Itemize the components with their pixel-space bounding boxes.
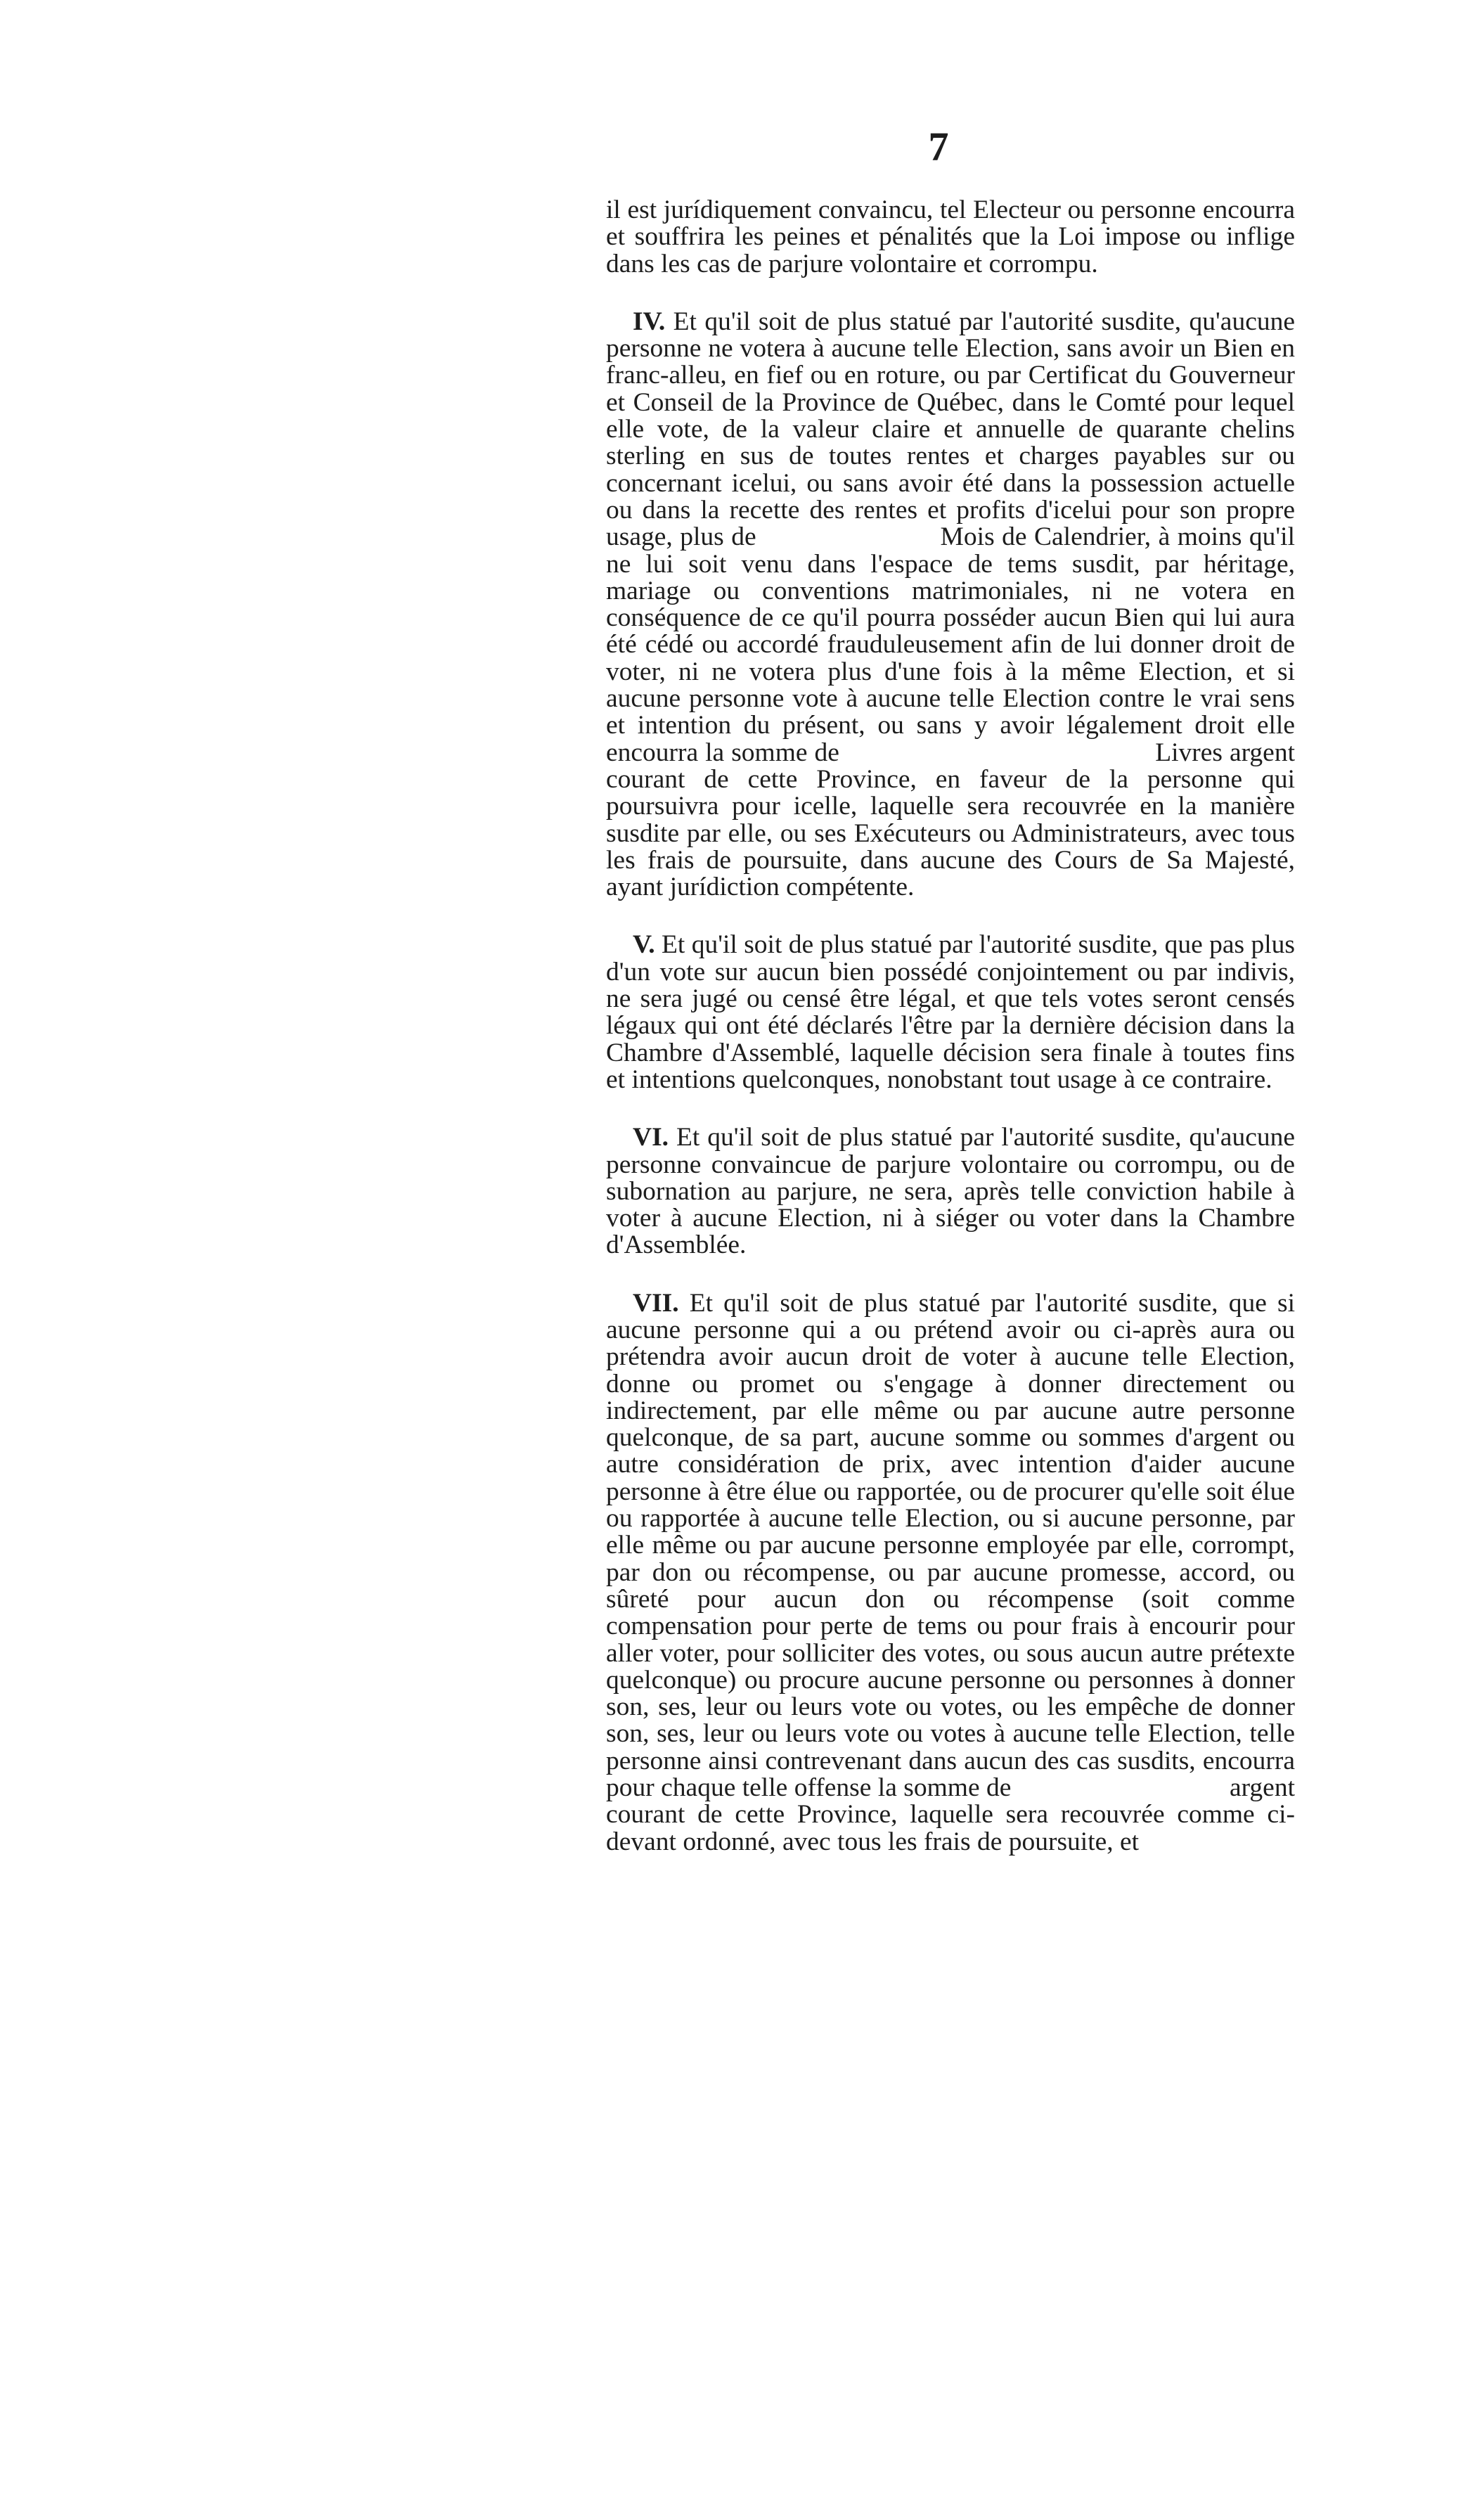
paragraph-text: il est jurídiquement convaincu, tel Electeur ou personne encourra et souffrira les peines et pénalités que la Loi impose ou inflige dans les cas de parjure volontaire et corrompu. bbox=[606, 195, 1302, 278]
paragraph-section-iv bbox=[606, 307, 1302, 902]
paragraph-text: Et qu'il soit de plus statué par l'autorité susdite, que pas plus d'un vote sur aucun bien possédé conjointement ou par indivis, ne sera jugé ou censé être légal, et que tels votes seront censés légaux qui ont été déclarés l'être par la dernière décision dans la Chambre d'Assemblé, laquelle décision sera finale à toutes fins et intentions quelconques, nonobstant tout usage à ce contraire. bbox=[606, 930, 1302, 1094]
paragraph-section-v bbox=[606, 930, 1302, 1094]
paragraph-text: Et qu'il soit de plus statué par l'autorité susdite, qu'aucune personne convaincue de parjure volontaire ou corrompu, ou de subornation au parjure, ne sera, après telle conviction habile à voter à aucune Election, ni à siéger ou voter dans la Chambre d'Assemblée. bbox=[606, 1123, 1302, 1260]
section-number: VII. bbox=[633, 1288, 679, 1318]
section-number: V. bbox=[633, 930, 655, 960]
paragraph-text: Et qu'il soit de plus statué par l'autorité susdite, qu'aucune personne ne votera à aucune telle Election, sans avoir un Bien en franc-alleu, en fief ou en roture, ou par Certificat du Gouverneur et Conseil de la Province de Québec, dans le Comté pour lequel elle vote, de la valeur claire et annuelle de quarante chelins sterling en sus de toutes rentes et charges payables sur ou concernant icelui, ou sans avoir été dans la possession actuelle ou dans la recette des rentes et profits d'icelui pour son propre usage, plus de Mois de Calendrier, à moins qu'il ne lui soit venu dans l'espace de tems susdit, par héritage, mariage ou conventions matrimoniales, ni ne votera en conséquence de ce qu'il pourra posséder aucun Bien qui lui aura été cédé ou accordé frauduleusement afin de lui donner droit de voter, ni ne votera plus d'une fois à la même Election, et si aucune personne vote à aucune telle Election contre le vrai sens et intention du présent, ou sans y avoir légalement droit elle encourra la somme de Livres argent courant de cette Province, en faveur de la personne qui poursuivra pour icelle, laquelle sera recouvrée en la manière susdite par elle, ou ses Exécuteurs ou Administrateurs, avec tous les frais de poursuite, dans aucune des Cours de Sa Majesté, ayant jurídiction compétente. bbox=[606, 307, 1302, 902]
paragraph-section-vii bbox=[606, 1288, 1302, 1856]
page-number: 7 bbox=[928, 124, 949, 169]
paragraph-section-vi bbox=[606, 1123, 1302, 1260]
text-column bbox=[606, 195, 1302, 1886]
section-number: IV. bbox=[633, 307, 666, 336]
paragraph-text: Et qu'il soit de plus statué par l'autorité susdite, que si aucune personne qui a ou prétend avoir ou ci-après aura ou prétendra avoir aucun droit de voter à aucune telle Election, donne ou promet ou s'engage à donner directement ou indirectement, par elle même ou par aucune autre personne quelconque, de sa part, aucune somme ou sommes d'argent ou autre considération de prix, avec intention d'aider aucune personne à être élue ou rapportée, ou de procurer qu'elle soit élue ou rapportée à aucune telle Election, ou si aucune personne, par elle même ou par aucune personne employée par elle, corrompt, par don ou récompense, ou par aucune promesse, accord, ou sûreté pour aucun don ou récompense (soit comme compensation pour perte de tems ou pour frais à encourir pour aller voter, pour solliciter des votes, ou sous aucun autre prétexte quelconque) ou procure aucune personne ou personnes à donner son, ses, leur ou leurs vote ou votes, ou les empêche de donner son, ses, leur ou leurs vote ou votes à aucune telle Election, telle personne ainsi contrevenant dans aucun des cas susdits, encourra pour chaque telle offense la somme de argent courant de cette Province, laquelle sera recouvrée comme ci-devant ordonné, avec tous les frais de poursuite, et bbox=[606, 1288, 1302, 1856]
paragraph-continuation bbox=[606, 195, 1302, 278]
section-number: VI. bbox=[633, 1123, 669, 1152]
